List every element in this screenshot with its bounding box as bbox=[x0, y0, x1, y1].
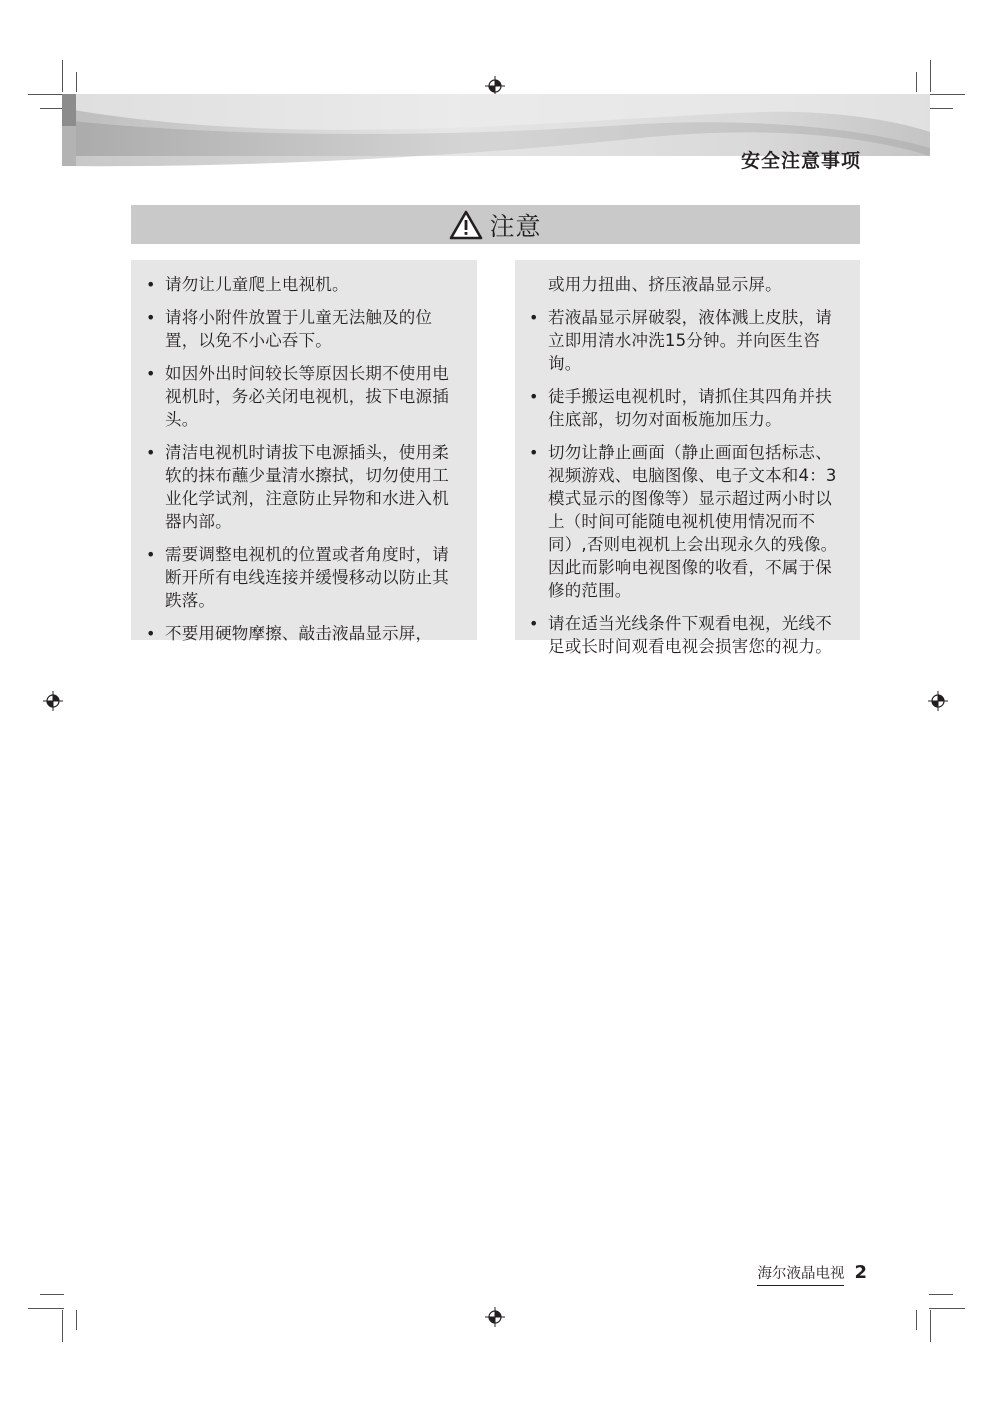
crop-mark bbox=[930, 1310, 931, 1342]
section-title: 安全注意事项 bbox=[740, 150, 861, 172]
safety-list-item: • 切勿让静止画面（静止画面包括标志、视频游戏、电脑图像、电子文本和4：3模式显示的图像等）显示超过两小时以上（时间可能随电视机使用情况而不同）,否则电视机上会出现永久的残像。因此而影响电视图像的收看，不属于保修的范围。 bbox=[528, 441, 848, 602]
crop-mark bbox=[40, 1294, 64, 1295]
crop-mark bbox=[929, 1308, 965, 1309]
warning-triangle-icon bbox=[449, 210, 483, 240]
safety-list-item: • 若液晶显示屏破裂，液体溅上皮肤，请立即用清水冲洗15分钟。并向医生咨询。 bbox=[528, 306, 848, 375]
safety-list-item: • 需要调整电视机的位置或者角度时，请断开所有电线连接并缓慢移动以防止其跌落。 bbox=[145, 543, 461, 612]
safety-list-item-continued: 或用力扭曲、挤压液晶显示屏。 bbox=[548, 275, 782, 294]
safety-column-left bbox=[131, 260, 477, 643]
safety-list-item: • 请将小附件放置于儿童无法触及的位置，以免不小心吞下。 bbox=[145, 306, 461, 352]
registration-mark-icon bbox=[43, 691, 63, 711]
caution-banner bbox=[131, 205, 860, 244]
safety-list-item: • 请在适当光线条件下观看电视，光线不足或长时间观看电视会损害您的视力。 bbox=[528, 612, 848, 658]
safety-list-item: • 如因外出时间较长等原因长期不使用电视机时，务必关闭电视机，拔下电源插头。 bbox=[145, 362, 461, 431]
safety-list-item: • 请勿让儿童爬上电视机。 bbox=[145, 273, 461, 296]
crop-mark bbox=[62, 1310, 63, 1342]
crop-mark bbox=[916, 1310, 917, 1330]
page-number: 2 bbox=[854, 1262, 867, 1283]
caution-title: 注意 bbox=[489, 211, 542, 241]
page-footer bbox=[757, 1262, 867, 1286]
crop-mark bbox=[28, 1308, 64, 1309]
registration-mark-icon bbox=[928, 691, 948, 711]
registration-mark-icon bbox=[485, 1307, 505, 1327]
safety-column-right bbox=[515, 260, 860, 656]
safety-list-item: • 清洁电视机时请拔下电源插头，使用柔软的抹布蘸少量清水擦拭，切勿使用工业化学试剂，注意防止异物和水进入机器内部。 bbox=[145, 441, 461, 533]
safety-list-item: • 不要用硬物摩擦、敲击液晶显示屏， bbox=[145, 622, 461, 645]
crop-mark bbox=[929, 1294, 953, 1295]
safety-list-item: • 徒手搬运电视机时，请抓住其四角并扶住底部，切勿对面板施加压力。 bbox=[528, 385, 848, 431]
crop-mark bbox=[76, 1310, 77, 1330]
footer-brand: 海尔液晶电视 bbox=[757, 1262, 844, 1286]
